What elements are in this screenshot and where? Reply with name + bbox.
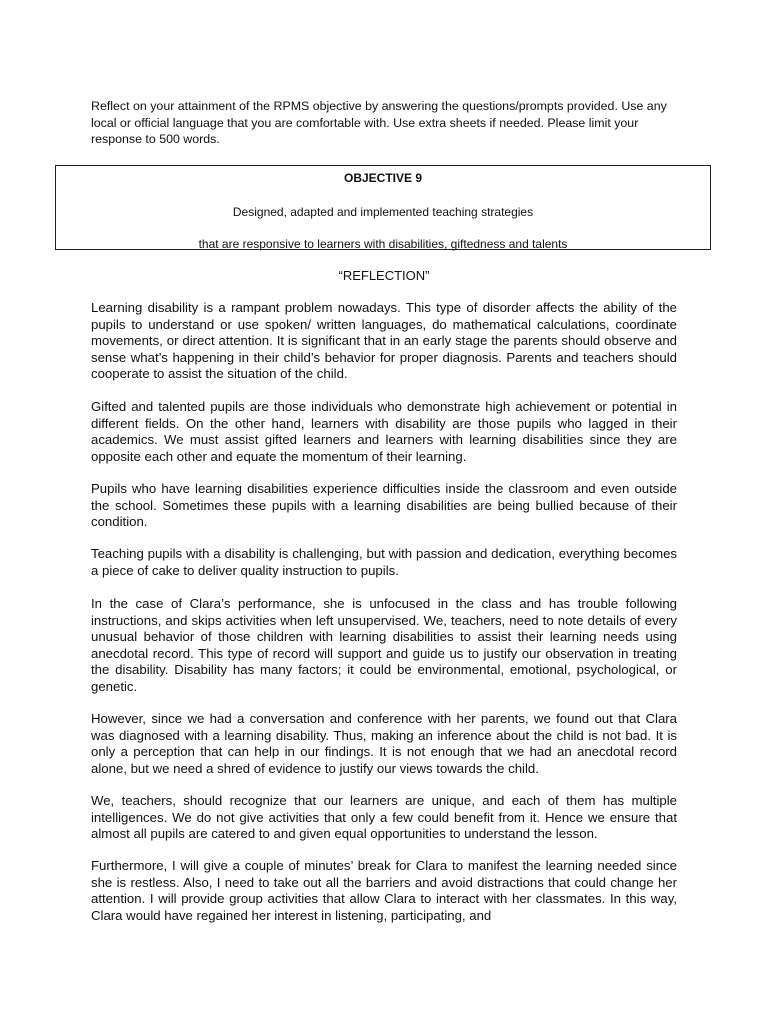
objective-description-line-1: Designed, adapted and implemented teaching strategies [232, 205, 534, 219]
paragraph-3: Pupils who have learning disabilities experience difficulties inside the classroom and even outside the school. Sometimes these pupils with a learning disabilities are being bullied because of their condition. [91, 481, 677, 530]
objective-box [55, 165, 711, 250]
reflection-heading: “REFLECTION” [338, 268, 430, 283]
paragraph-6: However, since we had a conversation and conference with her parents, we found out that Clara was diagnosed with a learning disability. Thus, making an inference about the child is not bad. It is only a perception that can help in our findings. It is not enough that we had an anecdotal record alone, but we need a shred of evidence to justify our views towards the child. [91, 711, 677, 776]
paragraph-1: Learning disability is a rampant problem nowadays. This type of disorder affects the ability of the pupils to understand or use spoken/ written languages, do mathematical calculations, coordinate movements, or direct attention. It is significant that in an early stage the parents should observe and sense what’s happening in their child’s behavior for proper diagnosis. Parents and teachers should cooperate to assist the situation of the child. [91, 300, 677, 382]
paragraph-8: Furthermore, I will give a couple of minutes’ break for Clara to manifest the learning needed since she is restless. Also, I need to take out all the barriers and avoid distractions that could change her attention. I will provide group activities that allow Clara to interact with her classmates. In this way, Clara would have regained her interest in listening, participating, and [91, 858, 677, 923]
paragraph-4: Teaching pupils with a disability is challenging, but with passion and dedication, everything becomes a piece of cake to deliver quality instruction to pupils. [91, 546, 677, 578]
paragraph-7: We, teachers, should recognize that our learners are unique, and each of them has multiple intelligences. We do not give activities that only a few could benefit from it. Hence we ensure that almost all pupils are catered to and given equal opportunities to understand the lesson. [91, 793, 677, 842]
objective-description-line-2: that are responsive to learners with disabilities, giftedness and talents [198, 237, 568, 251]
instructions-text: Reflect on your attainment of the RPMS objective by answering the questions/prompts provided. Use any local or official language that you are comfortable with. Use extra sheets if needed. Please limit your response to 500 words. [91, 99, 667, 146]
paragraph-2: Gifted and talented pupils are those individuals who demonstrate high achievement or potential in different fields. On the other hand, learners with disability are those pupils who lagged in their academics. We must assist gifted learners and learners with learning disabilities since they are opposite each other and equate the momentum of their learning. [91, 399, 677, 464]
paragraph-5: In the case of Clara’s performance, she is unfocused in the class and has trouble following instructions, and skips activities when left unsupervised. We, teachers, need to note details of every unusual behavior of those children with learning disabilities to assist their learning needs using anecdotal record. This type of record will support and guide us to justify our observation in treating the disability. Disability has many factors; it could be environmental, emotional, psychological, or genetic. [91, 596, 677, 694]
objective-title: OBJECTIVE 9 [343, 171, 423, 185]
